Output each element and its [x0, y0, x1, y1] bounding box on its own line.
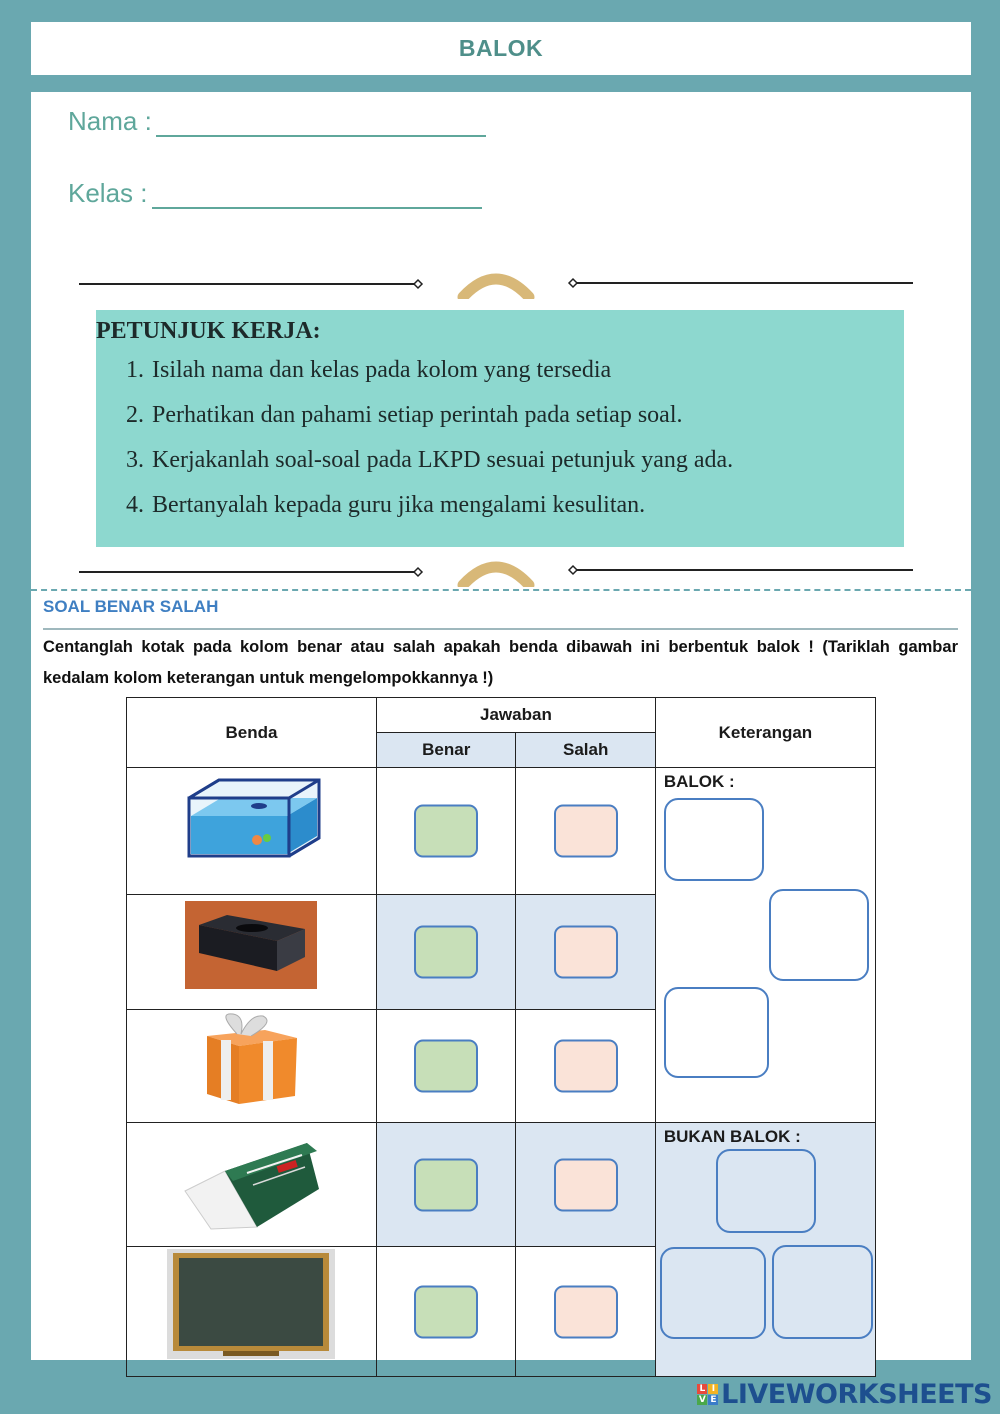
benar-checkbox[interactable]: [414, 926, 478, 979]
gift-box-icon[interactable]: [127, 1010, 376, 1117]
salah-cell: [516, 1247, 655, 1377]
item-cell: [127, 1247, 377, 1377]
tissue-box-icon[interactable]: [127, 895, 376, 1004]
eraser-icon[interactable]: [127, 1123, 376, 1241]
table-row: [127, 768, 876, 895]
item-cell: [127, 1123, 377, 1247]
logo-letter: E: [708, 1395, 718, 1405]
salah-checkbox[interactable]: [554, 1158, 618, 1211]
ornament-divider-bottom: [79, 557, 913, 587]
brand-name: LIVEWORKSHEETS: [721, 1379, 992, 1410]
bukan-balok-dropzone-cell: [655, 1123, 875, 1377]
benar-checkbox[interactable]: [414, 805, 478, 858]
salah-checkbox[interactable]: [554, 805, 618, 858]
item-number: 4.: [126, 492, 144, 518]
instruction-heading: PETUNJUK KERJA:: [96, 318, 321, 344]
benar-cell: [377, 768, 516, 895]
item-text: Perhatikan dan pahami setiap perintah pada setiap soal.: [152, 402, 683, 428]
header-benar: Benar: [377, 733, 516, 768]
bukan-balok-drop-slot[interactable]: [716, 1149, 816, 1233]
table-row: [127, 1123, 876, 1247]
aquarium-icon[interactable]: [127, 768, 376, 889]
logo-letter: I: [708, 1384, 718, 1394]
worksheet: [31, 92, 971, 1360]
header-jawaban: Jawaban: [377, 698, 656, 733]
item-text: Isilah nama dan kelas pada kolom yang tersedia: [152, 357, 612, 383]
balok-drop-slot[interactable]: [664, 987, 769, 1078]
salah-cell: [516, 1010, 655, 1123]
benar-cell: [377, 1010, 516, 1123]
benar-checkbox[interactable]: [414, 1158, 478, 1211]
nama-field: [68, 106, 486, 137]
kelas-input-line[interactable]: [152, 183, 482, 209]
instruction-box: [96, 310, 904, 547]
item-text: Bertanyalah kepada guru jika mengalami kesulitan.: [152, 492, 646, 518]
salah-cell: [516, 1123, 655, 1247]
salah-checkbox[interactable]: [554, 926, 618, 979]
brand-logo-icon: [697, 1384, 718, 1405]
balok-label: BALOK :: [663, 772, 735, 791]
balok-drop-slot[interactable]: [664, 798, 764, 881]
bukan-balok-label: BUKAN BALOK :: [663, 1127, 801, 1146]
salah-cell: [516, 895, 655, 1010]
instruction-item: [96, 447, 904, 492]
benar-cell: [377, 895, 516, 1010]
balok-drop-slot[interactable]: [769, 889, 869, 981]
header-keterangan: Keterangan: [655, 698, 875, 768]
salah-checkbox[interactable]: [554, 1285, 618, 1338]
benar-cell: [377, 1123, 516, 1247]
bukan-balok-drop-slot[interactable]: [660, 1247, 766, 1339]
kelas-field: [68, 178, 482, 209]
kelas-label: Kelas :: [68, 178, 148, 208]
liveworksheets-logo: [697, 1379, 992, 1410]
logo-letter: V: [698, 1395, 706, 1405]
benar-cell: [377, 1247, 516, 1377]
bukan-balok-drop-slot[interactable]: [772, 1245, 873, 1339]
item-text: Kerjakanlah soal-soal pada LKPD sesuai petunjuk yang ada.: [152, 447, 734, 473]
nama-label: Nama :: [68, 106, 152, 136]
logo-letter: L: [697, 1384, 707, 1394]
salah-cell: [516, 768, 655, 895]
instruction-item: [96, 357, 904, 402]
salah-checkbox[interactable]: [554, 1040, 618, 1093]
benar-checkbox[interactable]: [414, 1040, 478, 1093]
ornament-divider-top: [79, 269, 913, 299]
instruction-item: [96, 492, 904, 537]
item-cell: [127, 768, 377, 895]
blackboard-icon[interactable]: [127, 1247, 376, 1371]
item-number: 1.: [126, 357, 144, 383]
item-number: 2.: [126, 402, 144, 428]
instruction-item: [96, 402, 904, 447]
balok-dropzone-cell: [655, 768, 875, 1123]
header-benda: Benda: [127, 698, 377, 768]
header-salah: Salah: [516, 733, 655, 768]
item-cell: [127, 895, 377, 1010]
item-cell: [127, 1010, 377, 1123]
title-bar: [31, 22, 971, 75]
section-description: Centanglah kotak pada kolom benar atau salah apakah benda dibawah ini berbentuk balok ! (Tariklah gambar kedalam kolom keterangan untuk mengelompokkannya !): [43, 638, 958, 687]
page-title: BALOK: [458, 35, 544, 61]
instruction-list: [96, 357, 904, 537]
item-number: 3.: [126, 447, 144, 473]
dashed-separator: [31, 589, 971, 591]
section-rule: [43, 628, 958, 630]
section-title: SOAL BENAR SALAH: [43, 597, 219, 616]
nama-input-line[interactable]: [156, 111, 486, 137]
benar-checkbox[interactable]: [414, 1285, 478, 1338]
answer-table: [126, 697, 876, 1377]
